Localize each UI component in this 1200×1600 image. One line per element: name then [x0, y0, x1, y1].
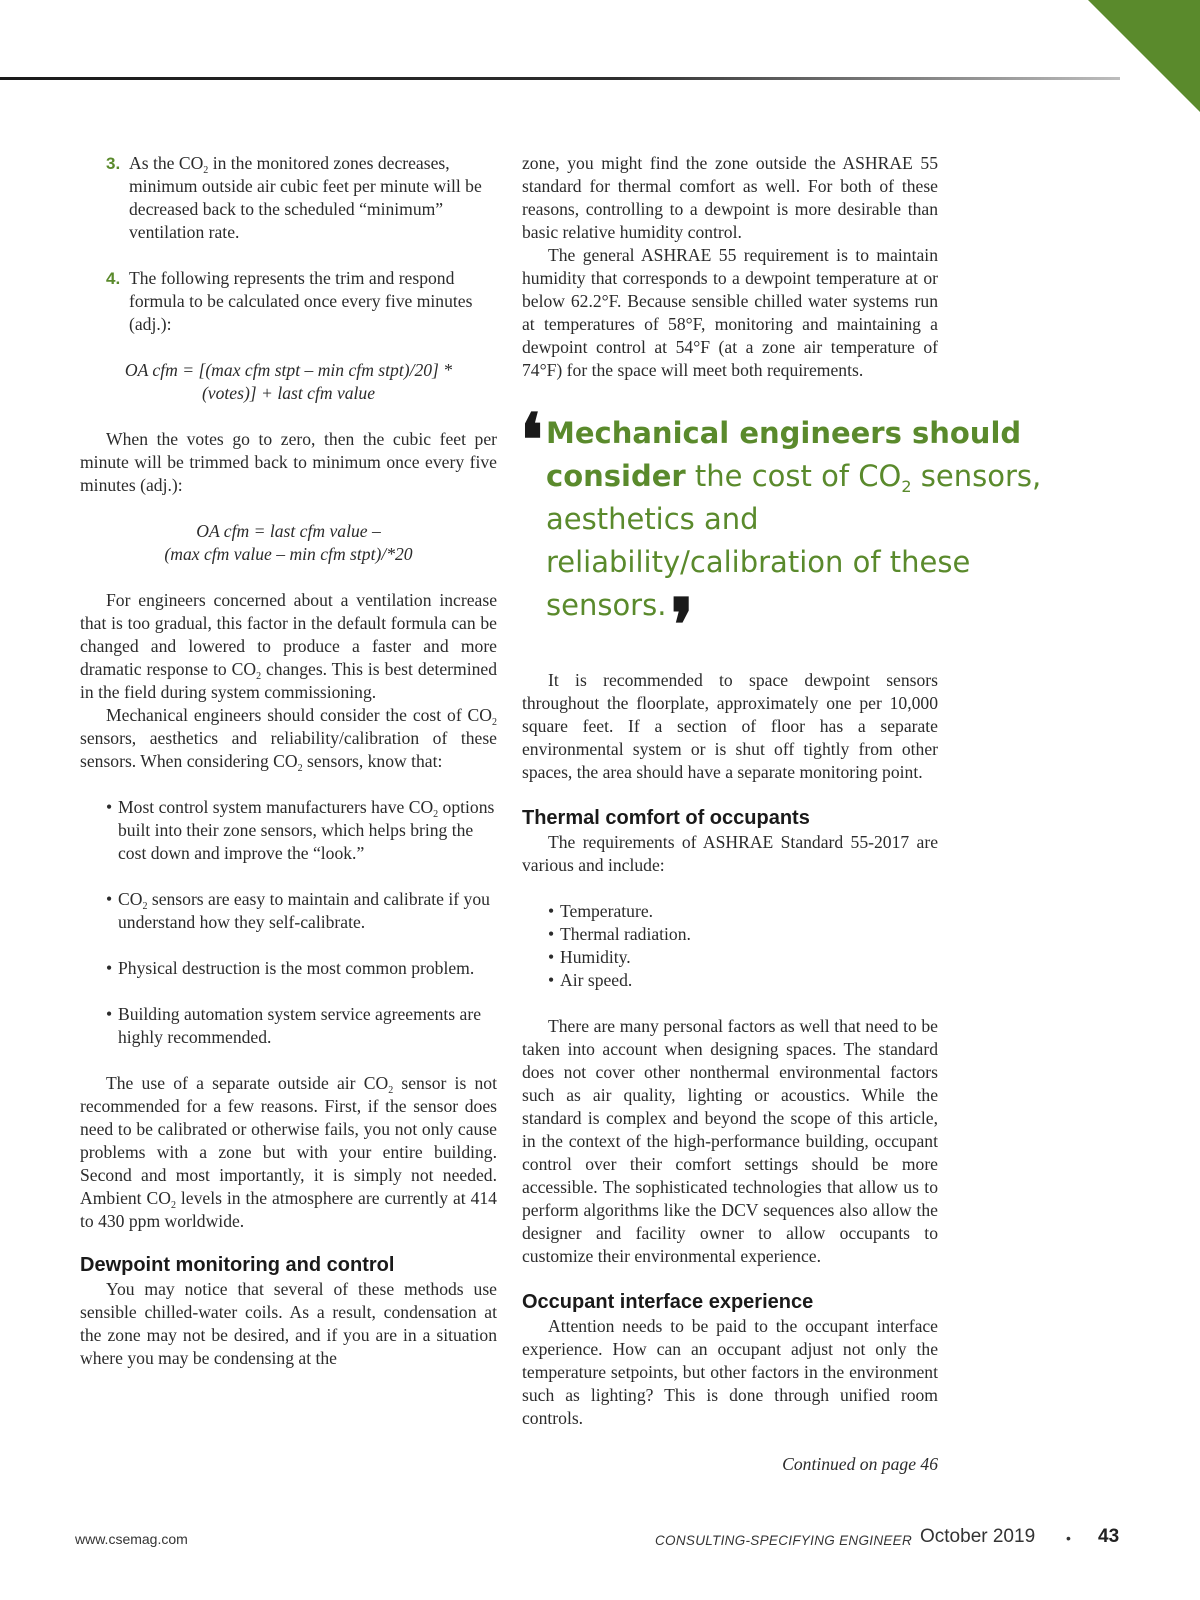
continued-note: Continued on page 46	[782, 1454, 938, 1474]
paragraph: The use of a separate outside air $CO_2$ sensor is not recommended for a few reasons. First, if the sensor does need to be calibrated or otherwise fails, you not only cause problems with a zone but with your entire building. Second and most importantly, it is simply not needed. Ambient $CO_2$ levels in the atmosphere are currently at 414 to 430 ppm worldwide.	[80, 1073, 497, 1231]
list-item: • Temperature.	[548, 901, 654, 921]
numbered-item-4	[80, 267, 497, 336]
header-rule	[0, 77, 1120, 80]
right-column	[520, 152, 1042, 1476]
paragraph: You may notice that several of these methods use sensible chilled-water coils. As a result, condensation at the zone may not be desired, and if you are in a situation where you may be condensing at the	[80, 1279, 497, 1368]
list-item: • Air speed.	[548, 970, 633, 990]
section-heading: Dewpoint monitoring and control	[80, 1254, 395, 1276]
left-column	[80, 152, 497, 1370]
section-heading: Thermal comfort of occupants	[522, 807, 810, 829]
paragraph: For engineers concerned about a ventilation increase that is too gradual, this factor in the default formula can be changed and lowered to produce a faster and more dramatic response to $CO_2$ changes. This is best determined in the field during system commissioning.	[80, 590, 497, 702]
pull-quote: ❛ Mechanical engineers should consider the cost of $CO_2$ sensors, aesthetics and reliability/calibration of these sensors. ❜	[520, 397, 1042, 667]
list-item: • Thermal radiation.	[548, 924, 691, 944]
factor-list	[522, 900, 938, 992]
numbered-item-3	[80, 152, 497, 244]
paragraph: The general ASHRAE 55 requirement is to maintain humidity that corresponds to a dewpoint temperature at or below 62.2°F. Because sensible chilled water systems run at temperatures of 58°F, monitoring and maintaining a dewpoint control at 54°F (at a zone air temperature of 74°F) for the space will meet both requirements.	[522, 245, 938, 380]
item-number: 4.	[106, 269, 121, 288]
bullet-item: • Building automation system service agreements are highly recommended.	[106, 1004, 482, 1047]
item-text: The following represents the trim and respond formula to be calculated once every five minutes (adj.):	[129, 268, 473, 334]
item-text: As the $CO_2$ in the monitored zones decreases, minimum outside air cubic feet per minute will be decreased back to the scheduled “minimum” ventilation rate.	[129, 153, 482, 242]
footer-separator: •	[1066, 1530, 1071, 1546]
close-quote-icon: ❜	[670, 582, 694, 667]
section-heading: Occupant interface experience	[522, 1291, 814, 1313]
paragraph: It is recommended to space dewpoint sensors throughout the floorplate, approximately one per 10,000 square feet. If a section of floor has a separate environmental system or is shut off tightly from other spaces, the area should have a separate monitoring point.	[522, 670, 938, 782]
open-quote-icon: ❛	[520, 397, 544, 482]
page-number: 43	[1098, 1526, 1120, 1547]
footer-magazine: CONSULTING-SPECIFYING ENGINEER	[655, 1533, 913, 1548]
paragraph: The requirements of ASHRAE Standard 55-2017 are various and include:	[522, 832, 938, 875]
paragraph: When the votes go to zero, then the cubic feet per minute will be trimmed back to minimum once every five minutes (adj.):	[80, 429, 497, 495]
corner-accent-triangle	[1088, 0, 1200, 112]
bullet-item: • Physical destruction is the most common problem.	[106, 958, 475, 978]
formula-trim: OA cfm = [(max cfm stpt – min cfm stpt)/20] * (votes)] + last cfm value	[124, 360, 453, 403]
paragraph: Mechanical engineers should consider the cost of $CO_2$ sensors, aesthetics and reliability/calibration of these sensors. When considering $CO_2$ sensors, know that:	[80, 705, 497, 774]
item-number: 3.	[106, 154, 121, 173]
paragraph: There are many personal factors as well that need to be taken into account when designing spaces. The standard does not cover other nonthermal environmental factors such as air quality, lighting or acoustics. While the standard is complex and beyond the scope of this article, in the context of the high-performance building, occupant control over their comfort settings should be more accessible. The sophisticated technologies that allow us to perform algorithms like the DCV sequences also allow the designer and facility owner to allow occupants to customize their environmental experience.	[522, 1016, 938, 1266]
list-item: • Humidity.	[548, 947, 631, 967]
paragraph: zone, you might find the zone outside the ASHRAE 55 standard for thermal comfort as well. For both of these reasons, controlling to a dewpoint is more desirable than basic relative humidity control.	[522, 153, 938, 242]
paragraph: Attention needs to be paid to the occupant interface experience. How can an occupant adjust not only the temperature setpoints, but other factors in the environment such as lighting? This is done through unified room controls.	[522, 1316, 938, 1428]
footer-url[interactable]: www.csemag.com	[75, 1531, 188, 1547]
bullet-item: • $CO_2$ sensors are easy to maintain and calibrate if you understand how they self-calibrate.	[106, 889, 490, 932]
formula-trim-back: OA cfm = last cfm value – (max cfm value – min cfm stpt)/*20	[164, 521, 413, 564]
bullet-item: • Most control system manufacturers have $CO_2$ options built into their zone sensors, which helps bring the cost down and improve the “look.”	[106, 797, 495, 863]
footer-date: October 2019	[920, 1526, 1036, 1547]
